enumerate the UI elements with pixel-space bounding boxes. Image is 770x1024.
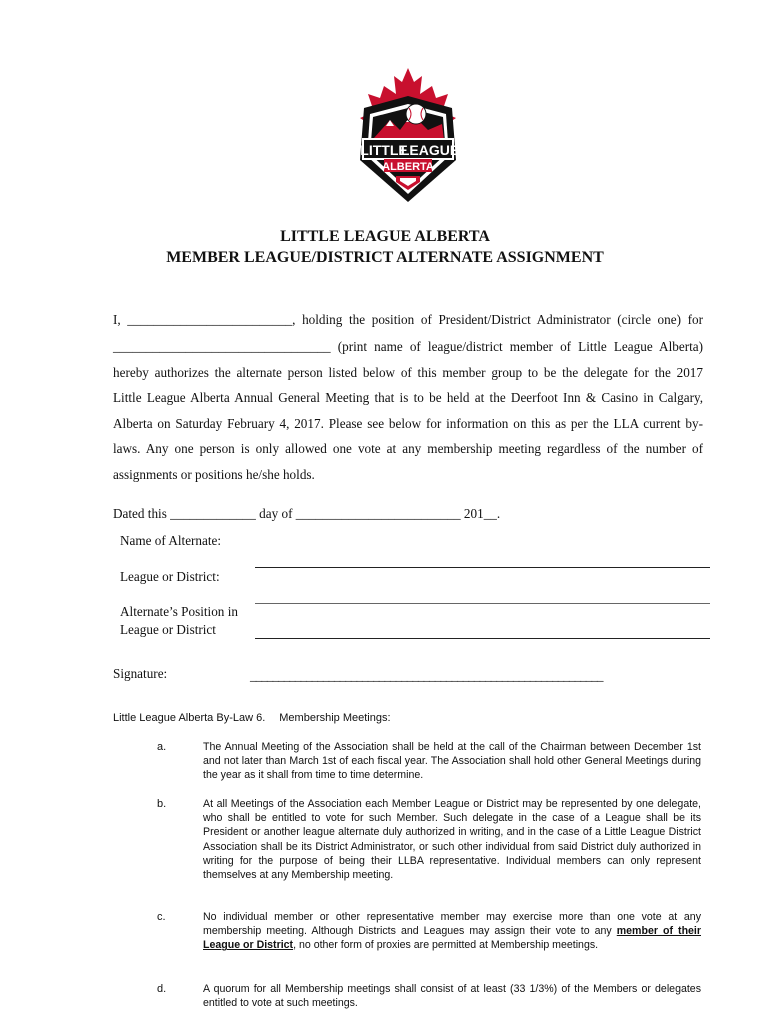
bylaw-heading-title: Membership Meetings: bbox=[279, 712, 391, 724]
alternate-position-label-line1: Alternate’s Position in bbox=[120, 604, 238, 619]
name-of-alternate-label: Name of Alternate: bbox=[120, 533, 222, 548]
logo-text-alberta: ALBERTA bbox=[382, 161, 434, 173]
bylaw-item-b-letter: b. bbox=[157, 798, 167, 810]
signature-field[interactable]: _______________________________________________________________ bbox=[250, 668, 603, 683]
intro-line-7: assignments or positions he/she holds. bbox=[113, 467, 315, 482]
signature-label: Signature: bbox=[113, 666, 168, 681]
league-or-district-field[interactable] bbox=[255, 603, 710, 604]
intro-line-6: laws. Any one person is only allowed one vote at any membership meeting regardless of the number of bbox=[113, 441, 703, 456]
bylaw-item-c-text-after: , no other form of proxies are permitted at Membership meetings. bbox=[293, 939, 599, 952]
intro-line-2: _________________________________ (print name of league/district member of Little League Alberta) bbox=[113, 339, 703, 354]
bylaw-item-c-text bbox=[203, 910, 701, 953]
intro-line-4: Little League Alberta Annual General Meeting that is to be held at the Deerfoot Inn & Casino in Calgary, bbox=[113, 390, 703, 405]
league-or-district-label: League or District: bbox=[120, 569, 220, 584]
bylaw-heading bbox=[113, 712, 391, 724]
alternate-position-label-line2: League or District bbox=[120, 622, 216, 637]
alternate-position-field[interactable] bbox=[255, 638, 710, 639]
logo-text-little: LITTLE bbox=[360, 142, 408, 158]
bylaw-item-b-text: At all Meetings of the Association each Member League or District may be represented by one delegate, who shall be entitled to vote for such Member. Such delegate in the case of a League shall be its President or another league alternate duly authorized in writing, and in the case of a Little League District Association shall be its District Administrator, or such other individual from said District duly authorized in writing for the purpose of being their LLBA representative. Individual members can only represent themselves at any Membership meeting. bbox=[203, 798, 701, 882]
bylaw-item-d-letter: d. bbox=[157, 983, 167, 995]
baseball-icon bbox=[406, 104, 426, 124]
name-of-alternate-field[interactable] bbox=[255, 567, 710, 568]
intro-line-3: hereby authorizes the alternate person listed below of this member group to be the delegate for the 2017 bbox=[113, 365, 703, 380]
bylaw-heading-number: Little League Alberta By-Law 6. bbox=[113, 712, 266, 724]
bylaw-item-a-letter: a. bbox=[157, 741, 167, 753]
bylaw-item-c-text-before: No individual member or other representative member may exercise more than one vote at any membership meeting. Although Districts and Leagues may assign their vote to any bbox=[203, 911, 701, 938]
logo-text-league: LEAGUE bbox=[400, 142, 460, 158]
intro-line-1: I, _________________________, holding the position of President/District Administrator (circle one) for bbox=[113, 312, 703, 327]
bylaw-item-c-letter: c. bbox=[157, 911, 166, 923]
document-title-line2: MEMBER LEAGUE/DISTRICT ALTERNATE ASSIGNMENT bbox=[166, 249, 604, 266]
dated-line: Dated this _____________ day of _________________________ 201__. bbox=[113, 506, 501, 521]
intro-line-5: Alberta on Saturday February 4, 2017. Please see below for information on this as per the LLA current by- bbox=[113, 416, 703, 431]
bylaw-item-a-text: The Annual Meeting of the Association shall be held at the call of the Chairman between December 1st and not later than March 1st of each fiscal year. The Association shall hold other General Meetings during the year as it shall from time to time determine. bbox=[203, 741, 701, 782]
bylaw-item-c-emphasis: member of their League or District bbox=[203, 925, 701, 952]
bylaw-item-d-text: A quorum for all Membership meetings shall consist of at least (33 1/3%) of the Members or delegates entitled to vote at such meetings. bbox=[203, 983, 701, 1010]
little-league-alberta-logo bbox=[352, 68, 464, 204]
document-title-line1: LITTLE LEAGUE ALBERTA bbox=[280, 228, 490, 245]
